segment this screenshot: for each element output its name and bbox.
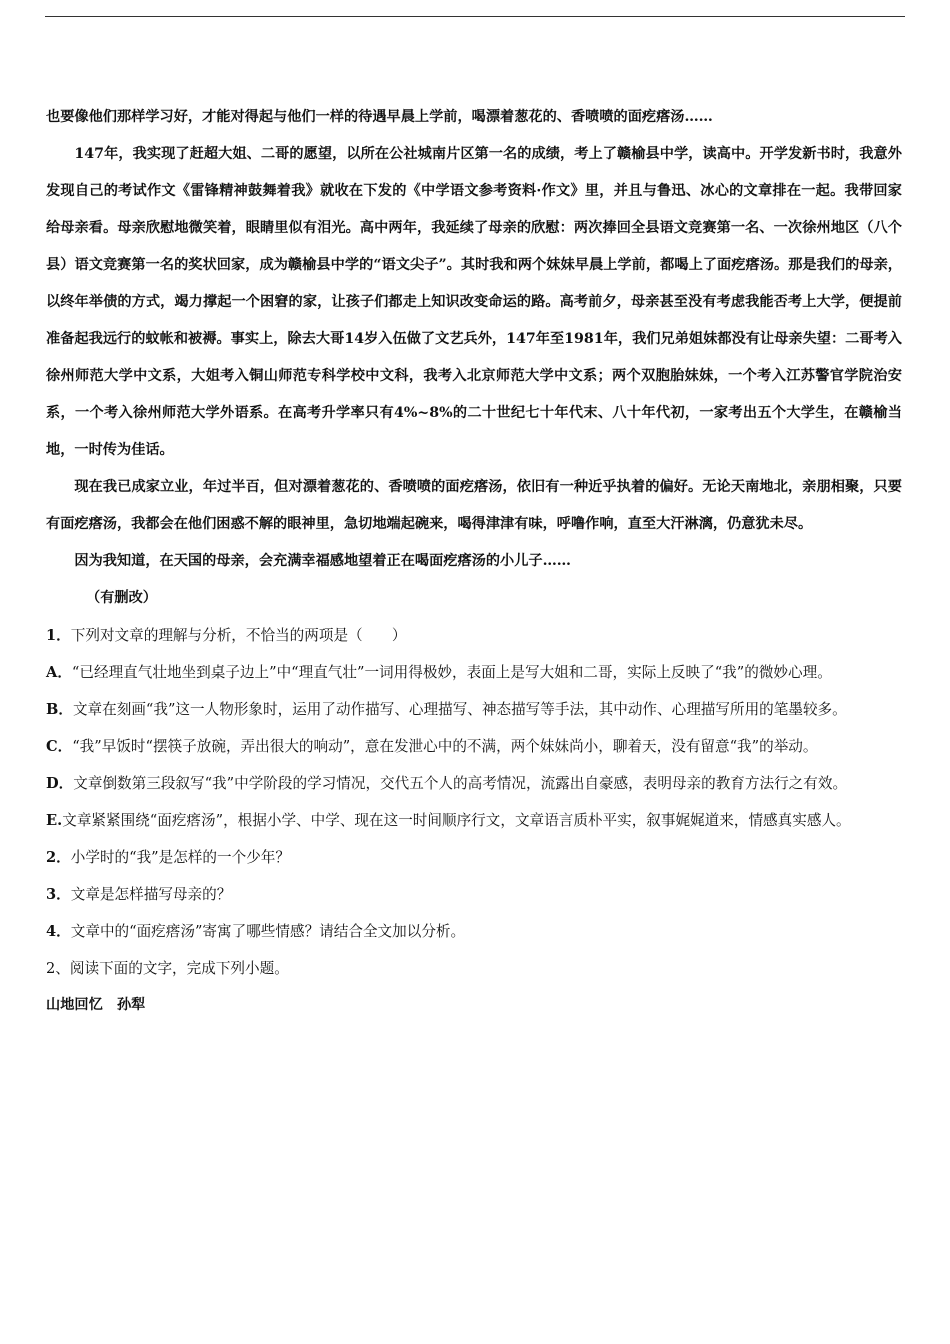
question-2-number: 2． (46, 849, 71, 866)
revision-note: （有删改） (86, 590, 157, 606)
question-1-text: 下列对文章的理解与分析，不恰当的两项是（ ） (70, 627, 407, 644)
question-4-text: 文章中的“面疙瘩汤”寄寓了哪些情感？请结合全文加以分析。 (70, 923, 466, 940)
question-1-option-e (46, 802, 902, 839)
story-paragraph-3: 因为我知道，在天国的母亲，会充满幸福感地望着正在喝面疙瘩汤的小儿子…… (74, 553, 571, 569)
question-1-stem (46, 617, 902, 654)
option-text: 文章在刻画“我”这一人物形象时，运用了动作描写、心理描写、神态描写等手法，其中动作、心理描写所用的笔墨较多。 (72, 701, 847, 718)
story-lead-line: 也要像他们那样学习好，才能对得起与他们一样的待遇早晨上学前，喝漂着葱花的、香喷喷的面疙瘩汤…… (46, 109, 713, 125)
question-1-option-c (46, 728, 902, 765)
option-text: 文章倒数第三段叙写“我”中学阶段的学习情况，交代五个人的高考情况，流露出自豪感，表明母亲的教育方法行之有效。 (73, 775, 848, 792)
question-1-option-b (46, 691, 902, 728)
option-text: “我”早饭时“摆筷子放碗，弄出很大的响动”，意在发泄心中的不满，两个妹妹尚小，聊着天，没有留意“我”的举动。 (72, 738, 818, 755)
option-letter: A． (46, 664, 72, 681)
story-paragraph-2: 现在我已成家立业，年过半百，但对漂着葱花的、香喷喷的面疙瘩汤，依旧有一种近乎执着的偏好。无论天南地北，亲朋相聚，只要有面疙瘩汤，我都会在他们困惑不解的眼神里，急切地端起碗来，喝得津津有味，呼噜作响，直至大汗淋漓，仍意犹未尽。 (46, 479, 902, 532)
question-4 (46, 913, 902, 950)
question-2 (46, 839, 902, 876)
question-3-number: 3． (46, 886, 71, 903)
question-1-number: 1． (46, 627, 71, 644)
option-letter: C． (46, 738, 73, 755)
question-4-number: 4． (46, 923, 71, 940)
question-3-text: 文章是怎样描写母亲的？ (70, 886, 232, 903)
section-2-source-title: 山地回忆 孙犁 (46, 997, 146, 1013)
question-2-text: 小学时的“我”是怎样的一个少年？ (70, 849, 290, 866)
header-rule (45, 16, 905, 17)
option-letter: E. (46, 812, 63, 829)
document-body (46, 99, 902, 1024)
option-letter: D． (46, 775, 74, 792)
question-1-option-a (46, 654, 902, 691)
option-letter: B． (46, 701, 73, 718)
option-text: “已经理直气壮地坐到桌子边上”中“理直气壮”一词用得极妙，表面上是写大姐和二哥，实际上反映了“我”的微妙心理。 (71, 664, 832, 681)
question-1-option-d (46, 765, 902, 802)
question-3 (46, 876, 902, 913)
section-2-intro: 2、阅读下面的文字，完成下列小题。 (46, 960, 289, 977)
story-paragraph-1: 147年，我实现了赶超大姐、二哥的愿望，以所在公社城南片区第一名的成绩，考上了赣榆县中学，读高中。开学发新书时，我意外发现自己的考试作文《雷锋精神鼓舞着我》就收在下发的《中学语文参考资料·作文》里，并且与鲁迅、冰心的文章排在一起。我带回家给母亲看。母亲欣慰地微笑着，眼睛里似有泪光。高中两年，我延续了母亲的欣慰：两次捧回全县语文竞赛第一名、一次徐州地区（八个县）语文竞赛第一名的奖状回家，成为赣榆县中学的“语文尖子”。其时我和两个妹妹早晨上学前，都喝上了面疙瘩汤。那是我们的母亲，以终年举债的方式，竭力撑起一个困窘的家，让孩子们都走上知识改变命运的路。高考前夕，母亲甚至没有考虑我能否考上大学，便提前准备起我远行的蚊帐和被褥。事实上，除去大哥14岁入伍做了文艺兵外，147年至1981年，我们兄弟姐妹都没有让母亲失望：二哥考入徐州师范大学中文系，大姐考入铜山师范专科学校中文科，我考入北京师范大学中文系；两个双胞胎妹妹，一个考入江苏警官学院治安系，一个考入徐州师范大学外语系。在高考升学率只有4%~8%的二十世纪七十年代末、八十年代初，一家考出五个大学生，在赣榆当地，一时传为佳话。 (46, 146, 902, 458)
option-text: 文章紧紧围绕“面疙瘩汤”，根据小学、中学、现在这一时间顺序行文，文章语言质朴平实，叙事娓娓道来，情感真实感人。 (62, 812, 851, 829)
